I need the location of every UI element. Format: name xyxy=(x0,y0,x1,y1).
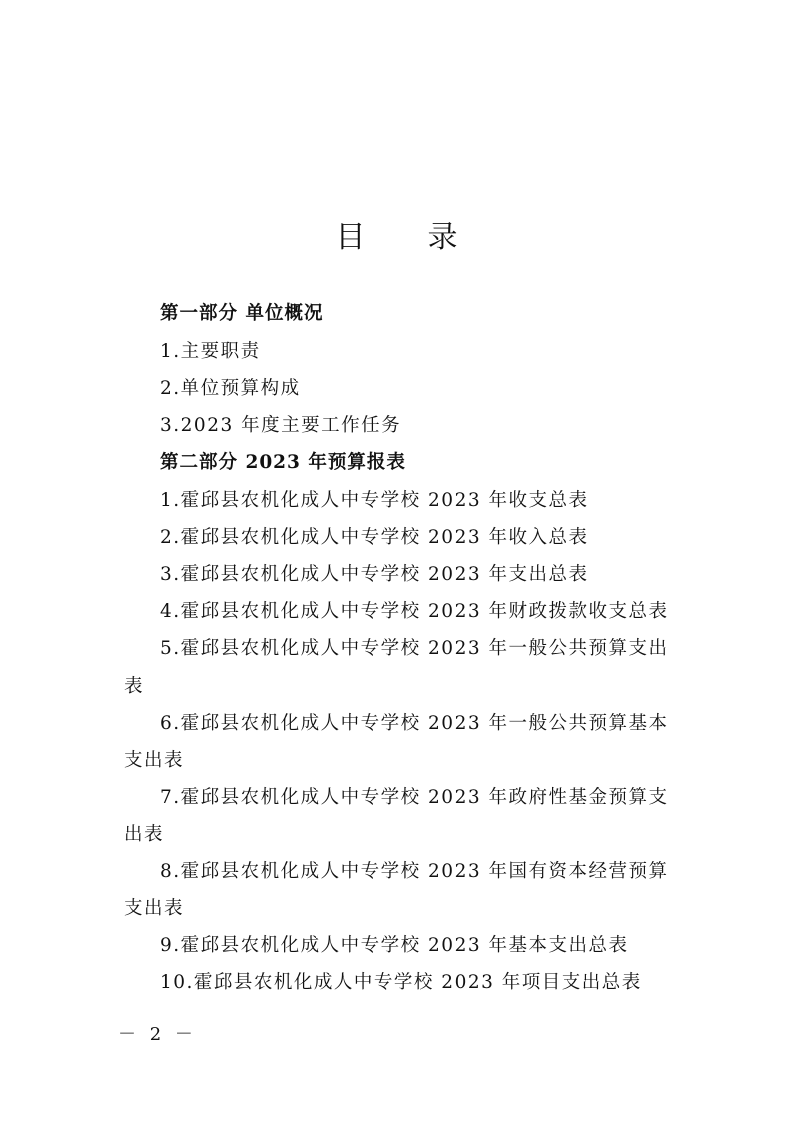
toc-item: 4.霍邱县农机化成人中专学校 2023 年财政拨款收支总表 xyxy=(160,601,669,622)
part1-heading: 第一部分 单位概况 xyxy=(160,303,324,324)
toc-item: 9.霍邱县农机化成人中专学校 2023 年基本支出总表 xyxy=(160,935,629,956)
toc-item: 10.霍邱县农机化成人中专学校 2023 年项目支出总表 xyxy=(160,972,642,993)
toc-item: 7.霍邱县农机化成人中专学校 2023 年政府性基金预算支 xyxy=(160,787,669,808)
toc-item: 1.主要职责 xyxy=(160,341,261,362)
toc-item: 3.2023 年度主要工作任务 xyxy=(160,415,402,436)
toc-item: 2.单位预算构成 xyxy=(160,378,301,399)
toc-item: 6.霍邱县农机化成人中专学校 2023 年一般公共预算基本 xyxy=(160,713,669,734)
toc-item-continuation: 支出表 xyxy=(124,898,185,919)
toc-item-continuation: 表 xyxy=(124,676,145,697)
toc-item: 5.霍邱县农机化成人中专学校 2023 年一般公共预算支出 xyxy=(160,638,669,659)
toc-item: 1.霍邱县农机化成人中专学校 2023 年收支总表 xyxy=(160,490,589,511)
toc-item-continuation: 支出表 xyxy=(124,750,185,771)
toc-title-char-1: 目 xyxy=(335,220,366,255)
toc-item: 8.霍邱县农机化成人中专学校 2023 年国有资本经营预算 xyxy=(160,861,669,882)
page-number: － 2 － xyxy=(118,1024,197,1045)
toc-item-continuation: 出表 xyxy=(124,824,165,845)
toc-title-char-2: 录 xyxy=(427,220,458,255)
toc-item: 2.霍邱县农机化成人中专学校 2023 年收入总表 xyxy=(160,527,589,548)
toc-title xyxy=(0,212,793,256)
toc-item: 3.霍邱县农机化成人中专学校 2023 年支出总表 xyxy=(160,564,589,585)
part2-heading: 第二部分 2023 年预算报表 xyxy=(160,452,406,473)
